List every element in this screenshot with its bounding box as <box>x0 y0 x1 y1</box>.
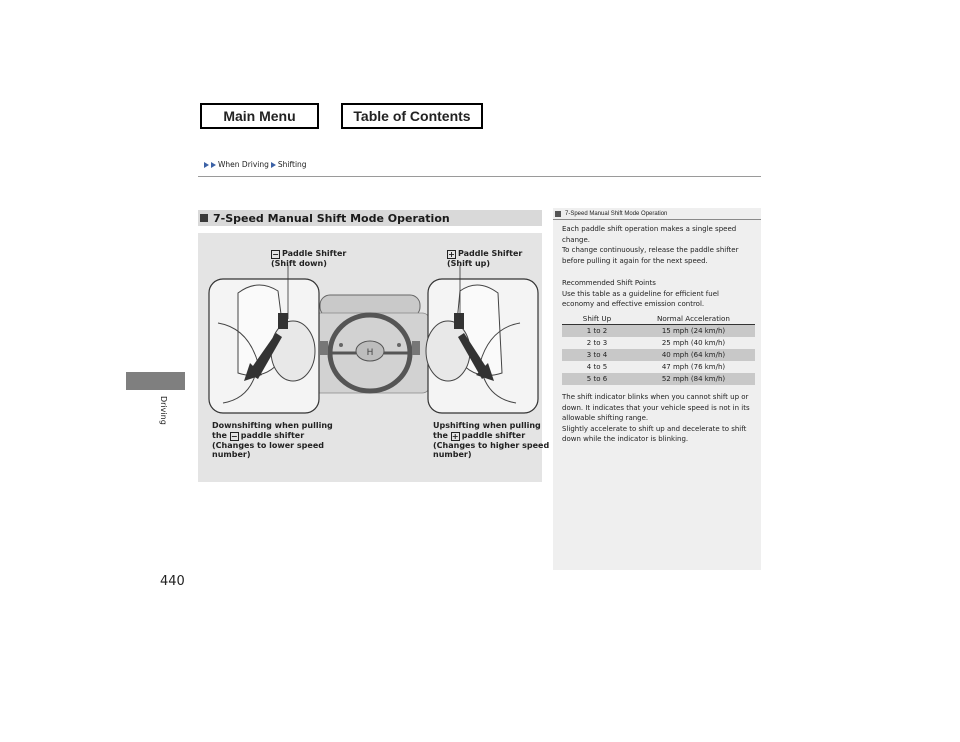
svg-text:H: H <box>366 348 374 358</box>
table-cell: 2 to 3 <box>586 339 608 347</box>
table-cell: 40 mph (64 km/h) <box>632 349 755 361</box>
upshift-caption <box>433 421 549 460</box>
breadcrumb-link-when-driving[interactable]: When Driving <box>218 160 269 169</box>
table-row <box>562 337 755 349</box>
sidebar-title: 7-Speed Manual Shift Mode Operation <box>565 210 668 217</box>
table-row <box>562 373 755 385</box>
breadcrumb-arrow-icon <box>271 162 276 168</box>
table-cell: 52 mph (84 km/h) <box>632 373 755 385</box>
page-number: 440 <box>160 574 185 589</box>
text-line: Slightly accelerate to shift up and decelerate to shift <box>562 424 747 433</box>
breadcrumb-link-shifting[interactable]: Shifting <box>277 160 307 169</box>
plus-paddle-label <box>447 249 522 269</box>
table-cell: 25 mph (40 km/h) <box>661 339 726 347</box>
text-line: The shift indicator blinks when you cannot shift up or <box>562 393 749 401</box>
header-divider <box>198 176 761 177</box>
downshift-caption-line: (Changes to lower speed <box>212 440 324 450</box>
minus-paddle-label-text: Paddle Shifter <box>282 249 347 258</box>
table-header: Normal Acceleration <box>632 313 755 325</box>
table-cell: 4 to 5 <box>586 363 608 371</box>
note-icon <box>555 211 561 217</box>
table-header: Shift Up <box>562 313 632 325</box>
table-cell: 1 to 2 <box>562 325 632 338</box>
plus-paddle-label-text: Paddle Shifter <box>458 249 523 258</box>
sidebar-notes <box>553 208 761 570</box>
downshift-caption <box>212 421 333 460</box>
sidebar-paragraph-1 <box>562 224 758 266</box>
downshift-caption-line: paddle shifter <box>240 430 305 440</box>
minus-icon: − <box>230 431 238 441</box>
table-cell: 15 mph (24 km/h) <box>632 325 755 338</box>
minus-paddle-label <box>271 249 346 269</box>
breadcrumb <box>204 160 307 169</box>
text-line: allowable shifting range. <box>562 414 649 422</box>
section-title: 7-Speed Manual Shift Mode Operation <box>213 211 450 225</box>
steering-wheel-icon <box>310 295 430 393</box>
downshift-caption-line: the <box>212 430 227 440</box>
table-row <box>562 325 755 338</box>
main-menu-button[interactable]: Main Menu <box>200 103 319 129</box>
sidebar-header <box>553 208 761 220</box>
table-cell: 3 to 4 <box>562 349 632 361</box>
downshift-caption-line: Downshifting when pulling <box>212 421 333 430</box>
shift-points-table <box>562 313 755 385</box>
text-line: down. It indicates that your vehicle speed is not in its <box>562 403 750 412</box>
section-header <box>198 210 542 226</box>
text-line: down while the indicator is blinking. <box>562 435 689 443</box>
side-tab-label: Driving <box>159 396 168 425</box>
table-cell: 5 to 6 <box>562 373 632 385</box>
upshift-caption-line: the <box>433 430 448 440</box>
plus-paddle-sublabel: (Shift up) <box>447 259 491 268</box>
paddle-shifter-figure <box>198 233 550 482</box>
right-hand-inset <box>426 279 538 413</box>
text-line: change. <box>562 235 590 244</box>
table-of-contents-button[interactable]: Table of Contents <box>341 103 483 129</box>
left-hand-inset <box>209 279 319 413</box>
minus-icon: − <box>272 250 279 259</box>
text-line: Recommended Shift Points <box>562 279 656 287</box>
plus-icon: + <box>451 431 459 441</box>
plus-icon: + <box>448 250 455 259</box>
upshift-caption-line: Upshifting when pulling <box>433 421 541 430</box>
table-row <box>562 349 755 361</box>
table-cell: 47 mph (76 km/h) <box>661 363 726 371</box>
downshift-caption-line: number) <box>212 450 251 459</box>
upshift-caption-line: (Changes to higher speed <box>433 440 550 450</box>
upshift-caption-line: number) <box>433 450 472 459</box>
sidebar-paragraph-2 <box>562 278 758 310</box>
text-line: economy and effective emission control. <box>562 300 705 308</box>
breadcrumb-arrow-icon <box>211 162 216 168</box>
sidebar-paragraph-3 <box>562 392 758 445</box>
side-tab <box>126 372 185 390</box>
table-row <box>562 361 755 373</box>
text-line: Use this table as a guideline for efficient fuel <box>562 289 719 298</box>
upshift-caption-line: paddle shifter <box>461 430 526 440</box>
section-square-icon <box>200 214 208 222</box>
text-line: before pulling it again for the next speed. <box>562 256 708 265</box>
text-line: To change continuously, release the paddle shifter <box>562 246 739 254</box>
text-line: Each paddle shift operation makes a single speed <box>562 225 737 233</box>
breadcrumb-arrow-icon <box>204 162 209 168</box>
minus-paddle-sublabel: (Shift down) <box>271 259 327 268</box>
